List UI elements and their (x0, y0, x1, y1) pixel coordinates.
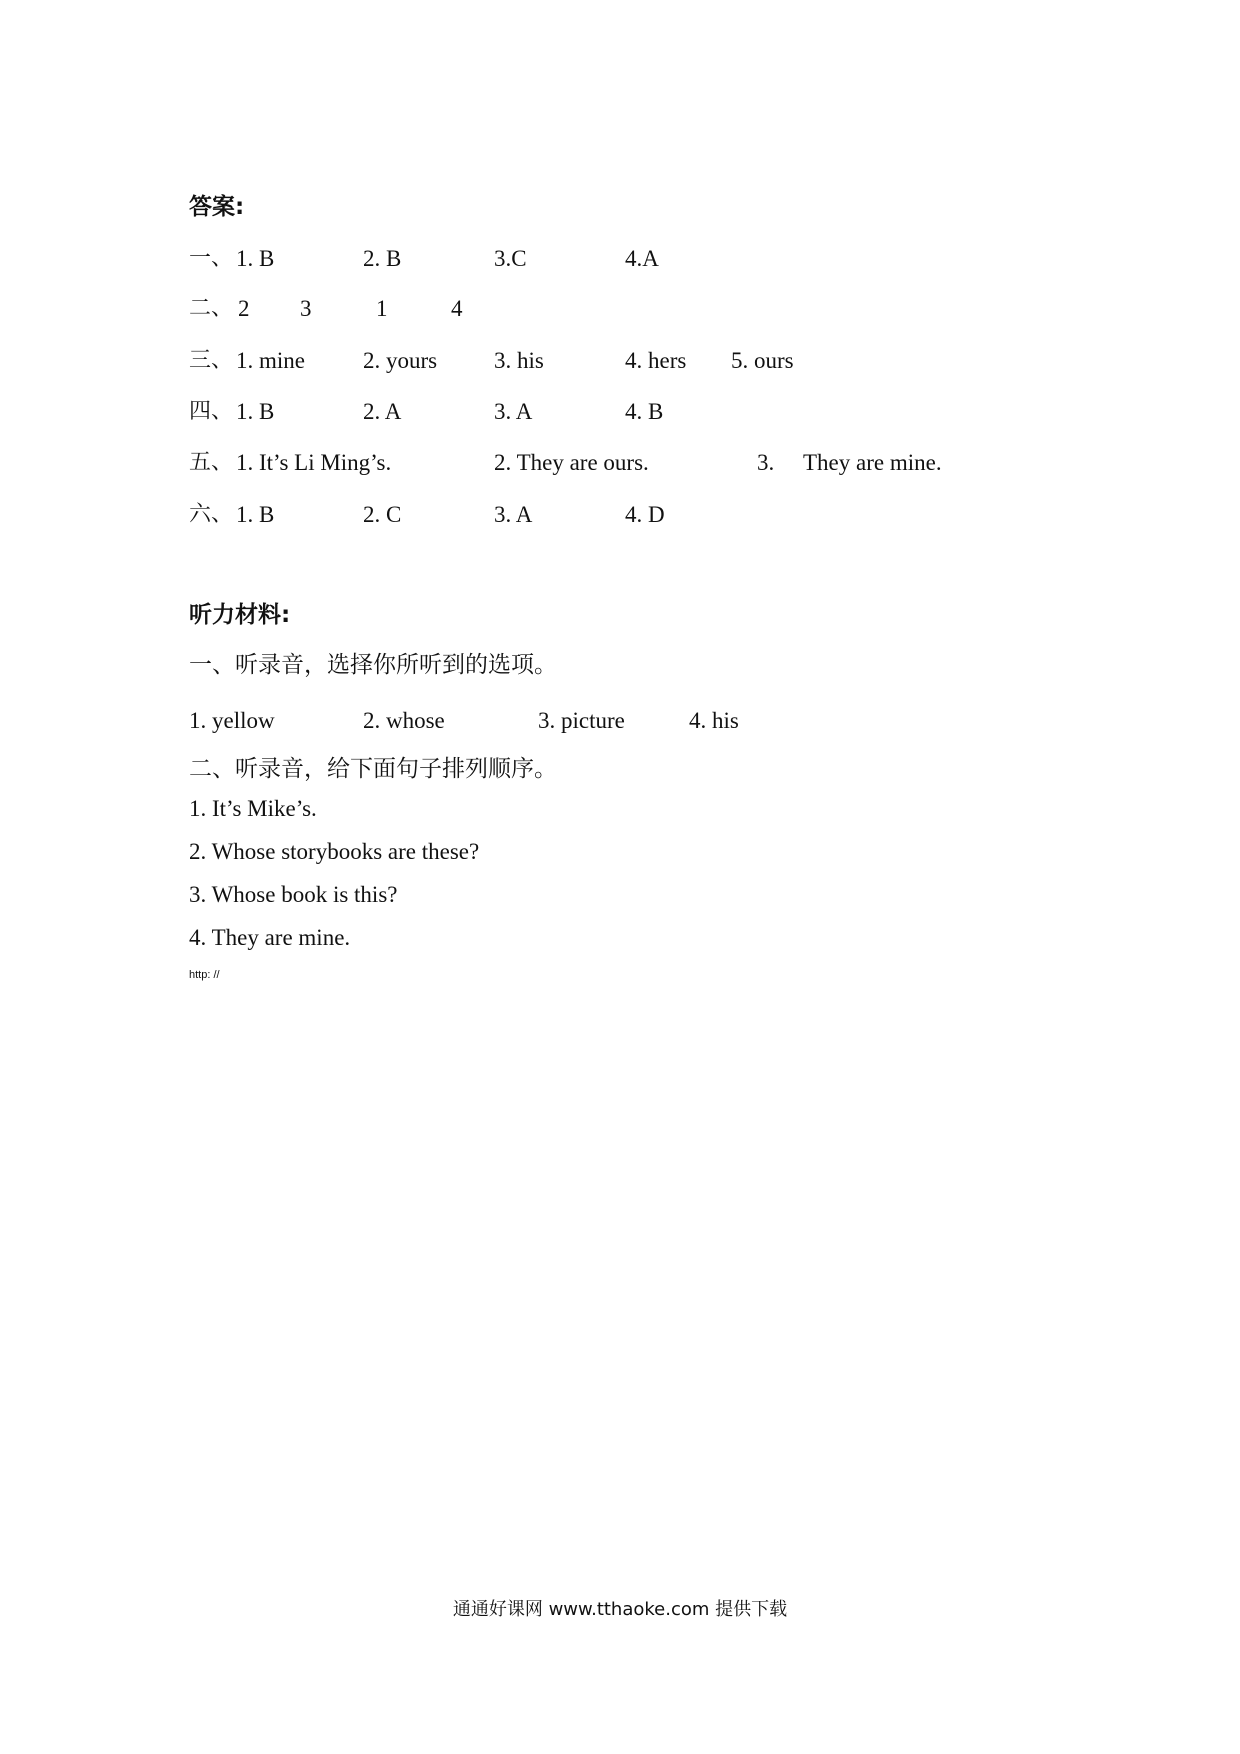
listening-word: 2. whose (363, 708, 445, 733)
answer-item: 3. (757, 450, 775, 475)
answer-item: They are mine. (803, 450, 942, 475)
answer-row-prefix: 六、 (189, 502, 234, 527)
answer-item: 2. yours (363, 348, 438, 373)
answer-row-prefix: 二、 (189, 296, 234, 321)
answer-row-prefix: 一、 (189, 246, 234, 271)
answer-item: 1. B (236, 502, 275, 527)
answer-item: 1. B (236, 246, 275, 271)
answer-item: 4. hers (625, 348, 687, 373)
answer-item: 3. his (494, 348, 544, 373)
answers-heading: 答案: (189, 194, 245, 220)
answer-item: 4 (451, 296, 463, 321)
answer-row-prefix: 四、 (189, 399, 234, 424)
answer-item: 1. mine (236, 348, 305, 373)
listening-sentence: 2. Whose storybooks are these? (189, 839, 480, 864)
answer-item: 4.A (625, 246, 659, 271)
answer-item: 3 (300, 296, 312, 321)
answer-item: 2. C (363, 502, 402, 527)
listening-word: 3. picture (538, 708, 625, 733)
answer-item: 2 (238, 296, 250, 321)
answer-item: 4. B (625, 399, 664, 424)
answer-item: 1 (376, 296, 388, 321)
listening-sentence: 4. They are mine. (189, 925, 351, 950)
answer-item: 3. A (494, 399, 533, 424)
answer-row-prefix: 五、 (189, 450, 234, 475)
answer-item: 2. They are ours. (494, 450, 649, 475)
answer-item: 3.C (494, 246, 527, 271)
answer-item: 5. ours (731, 348, 794, 373)
listening-sentence: 3. Whose book is this? (189, 882, 398, 907)
url-note: http: // (189, 969, 220, 981)
answer-row-prefix: 三、 (189, 348, 234, 373)
footer-watermark: 通通好课网 www.tthaoke.com 提供下载 (452, 1599, 788, 1620)
answer-item: 4. D (625, 502, 665, 527)
listening-part1-title: 一、听录音，选择你所听到的选项。 (189, 652, 557, 678)
listening-part2-title: 二、听录音，给下面句子排列顺序。 (189, 756, 557, 782)
answer-item: 1. It’s Li Ming’s. (236, 450, 392, 475)
listening-heading: 听力材料: (189, 602, 291, 628)
listening-sentence: 1. It’s Mike’s. (189, 796, 317, 821)
answer-item: 2. B (363, 246, 402, 271)
answer-item: 1. B (236, 399, 275, 424)
listening-word: 4. his (689, 708, 739, 733)
answer-item: 3. A (494, 502, 533, 527)
answer-item: 2. A (363, 399, 402, 424)
listening-word: 1. yellow (189, 708, 275, 733)
